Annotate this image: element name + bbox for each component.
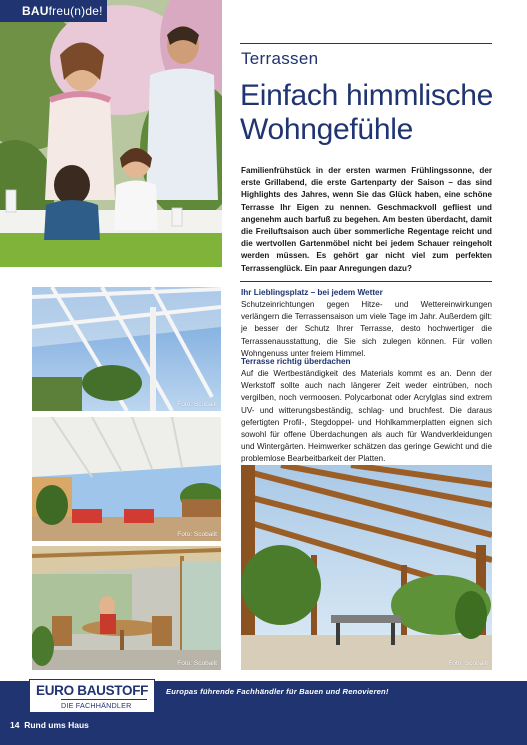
brand-tag-bold: BAU <box>22 4 49 18</box>
photo-conservatory-seating <box>32 546 221 670</box>
page-number: 14 <box>10 720 20 730</box>
brand-tag-light: freu(n)de! <box>48 4 103 18</box>
photo-credit-3: Foto: Scobalit <box>177 660 217 667</box>
logo-main-text: EURO BAUSTOFF <box>36 683 149 698</box>
magazine-brand-tag <box>0 0 107 22</box>
photo-conservatory-illustration <box>32 546 221 670</box>
photo-wooden-canopy-illustration <box>241 465 492 670</box>
photo-credit-4: Foto: Scobalit <box>448 660 488 667</box>
photo-credit-1: Foto: Scobalit <box>177 401 217 408</box>
photo-glass-roof-sky <box>32 287 221 411</box>
page-number-footer <box>10 720 89 730</box>
page-section: Rund ums Haus <box>24 720 89 730</box>
photo-terrace-awning <box>32 417 221 541</box>
photo-terrace-awning-illustration <box>32 417 221 541</box>
hero-photo-family-terrace <box>0 0 222 267</box>
article-lead: Familienfrühstück in der ersten warmen Frühlingssonne, der erste Grillabend, die erste Gartenparty der Saison – das sind Highlights des Jahres, wenn Sie das Glück haben, eine schöne Terrasse Ihr Eigen zu nennen. Geschmackvoll gefliest und angenehm auch barfuß zu begehen. Am besten überdacht, damit die Freiluftsaison auch über sommerliche Regentage reicht und die wertvollen Gartenmöbel nicht bei jedem Schauer reingeholt werden müssen. Es gehört gar nicht viel zum perfekten Terrassenglück. Ein paar Anregungen dazu? <box>241 166 492 273</box>
footer-tagline: Europas führende Fachhändler für Bauen und Renovieren! <box>166 687 389 696</box>
photo-credit-2: Foto: Scobalit <box>177 531 217 538</box>
section-label: Terrassen <box>241 49 319 68</box>
subheading-ueberdachen: Terrasse richtig überdachen <box>241 357 351 366</box>
headline-line-1: Einfach himmlische <box>240 79 494 112</box>
paragraph-lieblingsplatz: Schutzeinrichtungen gegen Hitze- und Wettereinwirkungen verlängern die Terrassensaison um viele Tage im Jahr. Außerdem gilt: je besser der Schutz Ihrer Terrasse, desto hochwertiger die Terrassenausstattung, die Sie sich zulegen können. Für vollen Wohngenuss unter freiem Himmel. <box>241 300 492 358</box>
hero-photo-illustration <box>0 0 222 267</box>
headline-line-2: Wohngefühle <box>240 113 413 146</box>
subheading-lieblingsplatz: Ihr Lieblingsplatz – bei jedem Wetter <box>241 288 383 297</box>
logo-sub-text: DIE FACHHÄNDLER <box>61 699 147 710</box>
photo-wooden-glass-canopy <box>241 465 492 670</box>
photo-glass-roof-illustration <box>32 287 221 411</box>
article-headline <box>240 79 520 147</box>
paragraph-ueberdachen: Auf die Wertbeständigkeit des Materials kommt es an. Denn der Werkstoff sollte auch nach längerer Zeit weder eintrüben, noch vergilben, noch vermoosen. Polycarbonat oder Acrylglas sind extrem UV- und witterungsbeständig, schlag- und bruchfest. Die daraus gefertigten Profil-, Stegdoppel- und Hohlkammerplatten eignen sich sowohl für offene Überdachungen als auch für Wandverkleidungen und Wintergärten. Heimwerker schätzen das geringe Gewicht und die problemlose Bearbeitbarkeit der Platten. <box>241 369 492 464</box>
euro-baustoff-logo <box>29 679 155 713</box>
top-divider <box>240 43 492 44</box>
middle-divider <box>240 281 492 282</box>
